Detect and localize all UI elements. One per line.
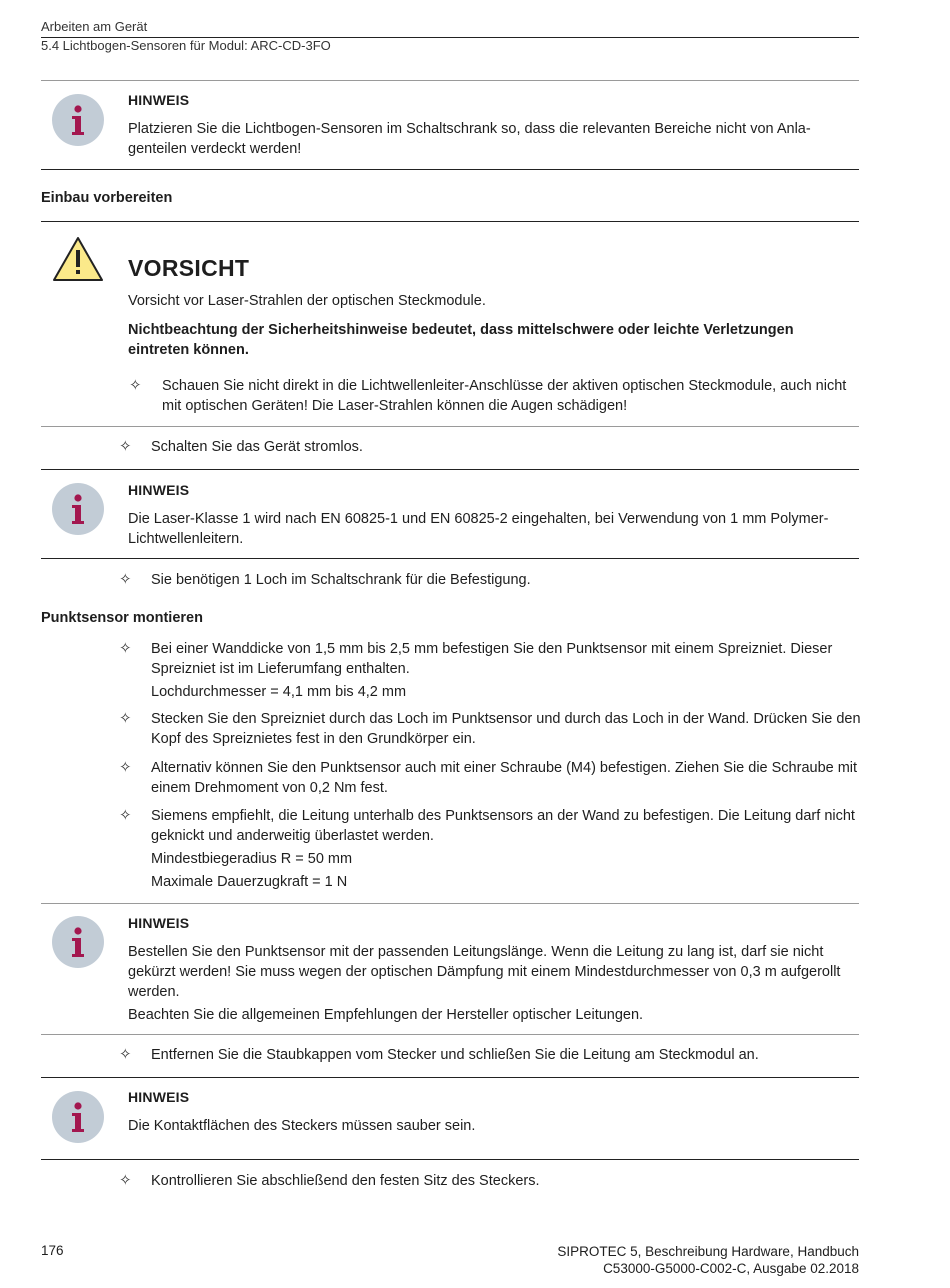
step-text: Schalten Sie das Gerät stromlos. — [151, 439, 363, 455]
note-block-contacts — [128, 1087, 848, 1136]
step-text: Stecken Sie den Spreizniet durch das Loch im Punktsensor und durch das Loch in der Wand. Drücken Sie den Kopf des Spreiznietes fest in den Grundkörper ein. — [151, 711, 861, 747]
section-heading-mount: Punktsensor montieren — [41, 610, 203, 626]
footer-document-info — [557, 1243, 859, 1277]
divider — [41, 903, 859, 904]
step-diamond-icon: ✧ — [129, 377, 142, 394]
step-item — [119, 1045, 861, 1065]
divider — [41, 469, 859, 470]
caution-line: Vorsicht vor Laser-Strahlen der optischen Steckmodule. — [128, 293, 486, 309]
page-number: 176 — [41, 1243, 64, 1258]
note-text: Beachten Sie die allgemeinen Empfehlungen der Hersteller optischer Leitungen. — [128, 1007, 644, 1023]
note-text: Die Kontaktflächen des Steckers müssen sauber sein. — [128, 1118, 476, 1134]
note-text: Bestellen Sie den Punktsensor mit der passenden Leitungslänge. Wenn die Leitung zu lang ist, darf sie nicht gekürzt werden! Sie muss wegen der optischen Dämpfung mit einem Mindestdurchmesser von 0,3 m aufgerollt werden. — [128, 944, 841, 1000]
note-title: HINWEIS — [128, 1089, 190, 1105]
caution-step — [129, 376, 852, 416]
footer-doc-id: C53000-G5000-C002-C, Ausgabe 02.2018 — [603, 1261, 859, 1276]
note-text: Die Laser-Klasse 1 wird nach EN 60825-1 und EN 60825-2 eingehalten, bei Verwendung von 1 mm Polymer-Lichtwellenleitern. — [128, 511, 829, 547]
divider — [41, 80, 859, 81]
step-detail: Mindestbiegeradius R = 50 mm — [151, 851, 353, 867]
step-item — [119, 758, 861, 798]
divider — [41, 1159, 859, 1160]
manual-page — [41, 0, 859, 1288]
step-diamond-icon: ✧ — [119, 1172, 132, 1189]
divider — [41, 1034, 859, 1035]
step-detail: Lochdurchmesser = 4,1 mm bis 4,2 mm — [151, 684, 407, 700]
running-header-section: 5.4 Lichtbogen-Sensoren für Modul: ARC-CD-3FO — [41, 38, 331, 53]
step-text: Bei einer Wanddicke von 1,5 mm bis 2,5 mm befestigen Sie den Punktsensor mit einem Spreizniet. Dieser Spreizniet ist im Lieferumfang enthalten. — [151, 641, 833, 677]
note-block-laser-class — [128, 480, 848, 549]
step-diamond-icon: ✧ — [119, 640, 132, 657]
section-heading-prepare: Einbau vorbereiten — [41, 190, 173, 206]
footer-title: SIPROTEC 5, Beschreibung Hardware, Handbuch — [557, 1244, 859, 1259]
step-item — [119, 1171, 861, 1191]
info-icon — [52, 1091, 104, 1143]
step-diamond-icon: ✧ — [119, 571, 132, 588]
step-item — [119, 437, 861, 457]
divider — [41, 169, 859, 170]
note-text: Platzieren Sie die Lichtbogen-Sensoren im Schaltschrank so, dass die relevanten Bereiche nicht von Anla-genteilen verdeckt werden! — [128, 121, 811, 157]
divider — [41, 1077, 859, 1078]
info-icon — [52, 94, 104, 146]
step-diamond-icon: ✧ — [119, 759, 132, 776]
step-text: Entfernen Sie die Staubkappen vom Stecker und schließen Sie die Leitung am Steckmodul an. — [151, 1047, 759, 1063]
running-header-chapter: Arbeiten am Gerät — [41, 19, 148, 34]
note-title: HINWEIS — [128, 92, 190, 108]
step-item — [119, 570, 861, 590]
note-block-cable-length — [128, 913, 848, 1025]
caution-warning-text: Nichtbeachtung der Sicherheitshinweise bedeutet, dass mittelschwere oder leichte Verletzungen eintreten können. — [128, 322, 794, 358]
step-text: Alternativ können Sie den Punktsensor auch mit einer Schraube (M4) befestigen. Ziehen Sie die Schraube mit einem Drehmoment von 0,2 Nm fest. — [151, 760, 858, 796]
divider — [41, 221, 859, 222]
warning-triangle-icon — [52, 236, 104, 282]
divider — [41, 558, 859, 559]
info-icon — [52, 483, 104, 535]
divider — [41, 426, 859, 427]
step-diamond-icon: ✧ — [119, 1046, 132, 1063]
caution-block — [128, 255, 848, 360]
info-icon — [52, 916, 104, 968]
step-item — [119, 709, 861, 749]
note-block-placement — [128, 90, 848, 159]
note-title: HINWEIS — [128, 482, 190, 498]
step-text: Kontrollieren Sie abschließend den festen Sitz des Steckers. — [151, 1173, 540, 1189]
step-text: Sie benötigen 1 Loch im Schaltschrank für die Befestigung. — [151, 572, 531, 588]
step-diamond-icon: ✧ — [119, 710, 132, 727]
step-text: Siemens empfiehlt, die Leitung unterhalb des Punktsensors an der Wand zu befestigen. Die Leitung darf nicht geknickt und anderweitig überlastet werden. — [151, 808, 855, 844]
step-diamond-icon: ✧ — [119, 807, 132, 824]
step-diamond-icon: ✧ — [119, 438, 132, 455]
note-title: HINWEIS — [128, 915, 190, 931]
step-item — [119, 639, 861, 702]
step-text: Schauen Sie nicht direkt in die Lichtwellenleiter-Anschlüsse der aktiven optischen Steckmodule, auch nicht mit optischen Geräten! Die Laser-Strahlen können die Augen schädigen! — [162, 378, 847, 414]
step-detail: Maximale Dauerzugkraft = 1 N — [151, 874, 348, 890]
caution-title: VORSICHT — [128, 255, 250, 281]
step-item — [119, 806, 861, 892]
